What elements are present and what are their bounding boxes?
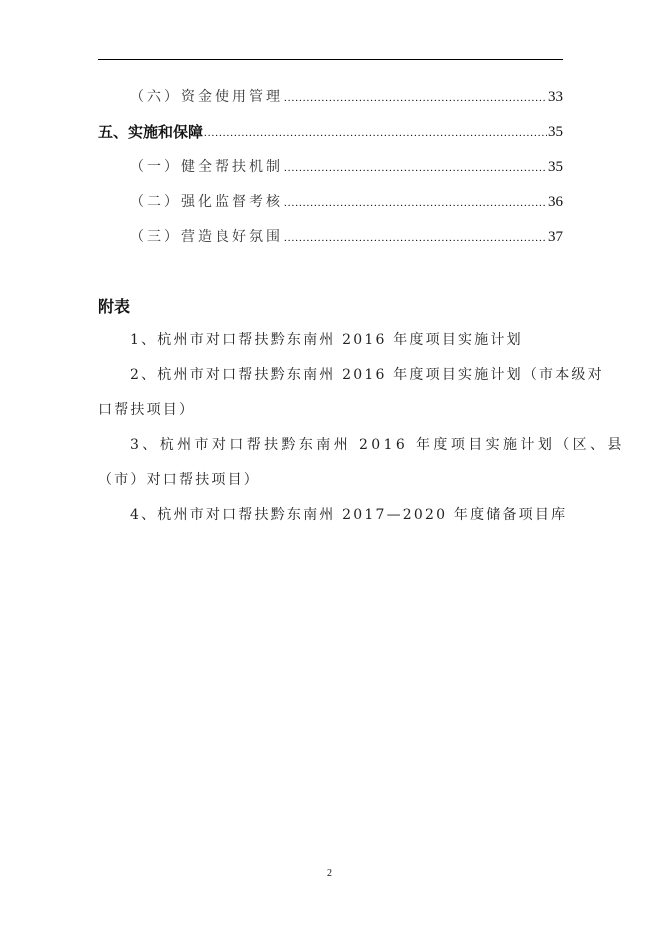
appendix-item: 3、杭州市对口帮扶黔东南州 2016 年度项目实施计划（区、县 bbox=[130, 437, 625, 453]
toc-entry-page: 37 bbox=[548, 229, 563, 245]
appendix-item-continued: （市）对口帮扶项目） bbox=[98, 472, 260, 488]
toc-entry-label: （六）资金使用管理 bbox=[130, 89, 283, 105]
appendix-title: 附表 bbox=[98, 297, 131, 316]
toc-entry-label: （二）强化监督考核 bbox=[130, 194, 283, 210]
toc-entry-label: （一）健全帮扶机制 bbox=[130, 159, 283, 175]
toc-entry[interactable] bbox=[98, 226, 563, 248]
toc-entry[interactable] bbox=[98, 191, 563, 213]
toc-entry[interactable] bbox=[98, 86, 563, 108]
toc-leader bbox=[284, 193, 547, 213]
toc-leader bbox=[284, 228, 547, 248]
toc-entry[interactable] bbox=[98, 121, 563, 143]
toc-entry[interactable] bbox=[98, 156, 563, 178]
toc-entry-page: 33 bbox=[548, 89, 563, 105]
toc-leader bbox=[204, 123, 547, 143]
appendix-item: 2、杭州市对口帮扶黔东南州 2016 年度项目实施计划（市本级对 bbox=[130, 367, 604, 383]
toc-entry-page: 35 bbox=[548, 159, 563, 175]
toc-entry-page: 36 bbox=[548, 194, 563, 210]
appendix-item: 4、杭州市对口帮扶黔东南州 2017—2020 年度储备项目库 bbox=[130, 507, 568, 523]
appendix-item-continued: 口帮扶项目） bbox=[98, 402, 196, 418]
header-rule bbox=[98, 59, 563, 60]
toc-entry-page: 35 bbox=[548, 124, 563, 140]
appendix-item: 1、杭州市对口帮扶黔东南州 2016 年度项目实施计划 bbox=[130, 332, 523, 348]
toc-entry-label: 五、实施和保障 bbox=[98, 123, 204, 141]
toc-leader bbox=[284, 158, 547, 178]
page-number: 2 bbox=[327, 868, 332, 879]
toc-leader bbox=[284, 88, 547, 108]
toc-entry-label: （三）营造良好氛围 bbox=[130, 229, 283, 245]
